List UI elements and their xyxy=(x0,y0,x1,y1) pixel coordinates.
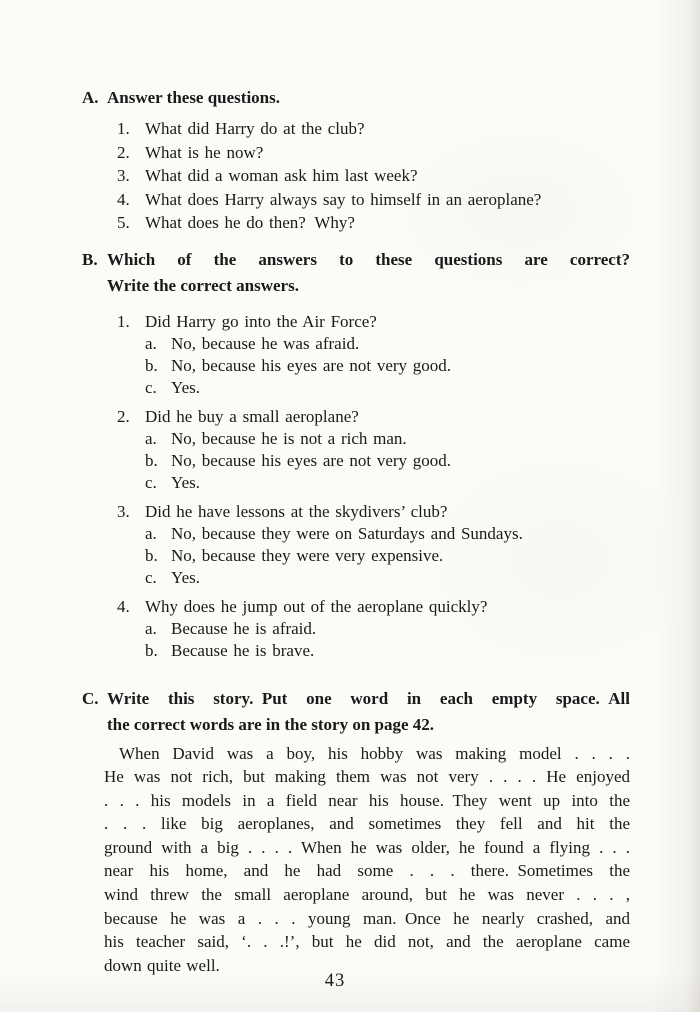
question-number: 1. xyxy=(117,311,130,331)
option-item xyxy=(145,355,630,377)
question-item xyxy=(117,211,630,235)
option-letter: c. xyxy=(145,377,157,397)
option-text: Yes. xyxy=(171,567,200,587)
story-line: down quite well. xyxy=(104,955,220,975)
question-number: 2. xyxy=(117,142,130,162)
story-paragraph xyxy=(104,742,630,978)
option-item xyxy=(145,472,630,494)
question-row xyxy=(117,406,630,428)
question-text: Did he buy a small aeroplane? xyxy=(145,406,359,426)
option-text: No, because his eyes are not very good. xyxy=(171,450,452,470)
option-letter: a. xyxy=(145,333,157,353)
option-item xyxy=(145,640,630,662)
question-number: 3. xyxy=(117,501,130,521)
story-line: because he was a . . . young man. Once he nearly crashed, and xyxy=(104,908,630,928)
section-c-heading xyxy=(82,686,630,738)
question-number: 4. xyxy=(117,189,130,209)
section-b xyxy=(82,247,630,662)
question-text: What does he do then? Why? xyxy=(145,213,355,232)
story-line: wind threw the small aeroplane around, but he was never . . . , xyxy=(104,885,630,905)
option-item xyxy=(145,523,630,545)
question-number: 3. xyxy=(117,166,130,185)
section-b-title xyxy=(107,247,630,299)
option-text: No, because his eyes are not very good. xyxy=(171,355,452,375)
question-list-a xyxy=(117,117,630,235)
option-text: No, because he is not a rich man. xyxy=(171,428,407,448)
question-item xyxy=(117,406,630,494)
option-letter: a. xyxy=(145,523,157,543)
question-text: Did he have lessons at the skydivers’ club? xyxy=(145,501,448,521)
section-c-label: C. xyxy=(82,688,99,708)
question-text: Did Harry go into the Air Force? xyxy=(145,311,377,331)
option-text: No, because they were very expensive. xyxy=(171,545,444,565)
option-letter: c. xyxy=(145,472,157,492)
story-line: He was not rich, but making them was not very . . . . He enjoyed xyxy=(104,767,630,787)
section-a xyxy=(82,85,630,235)
option-letter: b. xyxy=(145,450,158,470)
option-item xyxy=(145,377,630,399)
question-item xyxy=(117,164,630,188)
option-letter: b. xyxy=(145,355,158,375)
story-line: . . . his models in a field near his house. They went up into the xyxy=(104,790,630,810)
page-number: 43 xyxy=(324,971,346,991)
option-letter: a. xyxy=(145,428,157,448)
section-a-heading xyxy=(82,85,630,110)
option-letter: b. xyxy=(145,640,158,660)
option-text: No, because he was afraid. xyxy=(171,333,360,353)
option-text: Because he is afraid. xyxy=(171,618,317,638)
story-line: ground with a big . . . . When he was older, he found a flying . . . xyxy=(104,837,630,857)
option-item xyxy=(145,333,630,355)
story-line: . . . like big aeroplanes, and sometimes they fell and hit the xyxy=(104,814,630,834)
question-number: 1. xyxy=(117,119,130,138)
section-a-title: Answer these questions. xyxy=(107,88,281,107)
question-number: 4. xyxy=(117,596,130,616)
section-c-title-line2: the correct words are in the story on page 42. xyxy=(107,714,435,734)
option-text: Yes. xyxy=(171,377,200,397)
story-line: near his home, and he had some . . . there. Sometimes the xyxy=(104,861,630,881)
question-row xyxy=(117,596,630,618)
section-b-heading xyxy=(82,247,630,299)
question-item xyxy=(117,311,630,399)
option-item xyxy=(145,545,630,567)
story-line: When David was a boy, his hobby was making model . . . . xyxy=(119,743,630,763)
question-row xyxy=(117,501,630,523)
option-item xyxy=(145,567,630,589)
option-letter: c. xyxy=(145,567,157,587)
question-item xyxy=(117,501,630,589)
question-number: 5. xyxy=(117,213,130,232)
question-number: 2. xyxy=(117,406,130,426)
question-list-b xyxy=(117,311,630,662)
option-letter: b. xyxy=(145,545,158,565)
option-letter: a. xyxy=(145,618,157,638)
question-text: What did Harry do at the club? xyxy=(145,119,365,138)
option-item xyxy=(145,450,630,472)
option-item xyxy=(145,428,630,450)
section-c-title-line1: Write this story. Put one word in each empty space. All xyxy=(107,688,630,708)
option-item xyxy=(145,618,630,640)
question-text: Why does he jump out of the aeroplane quickly? xyxy=(145,596,488,616)
section-b-label: B. xyxy=(82,249,98,269)
question-text: What did a woman ask him last week? xyxy=(145,166,418,185)
section-a-label: A. xyxy=(82,88,99,107)
question-text: What is he now? xyxy=(145,142,264,162)
question-row xyxy=(117,311,630,333)
story-line: his teacher said, ‘. . .!’, but he did not, and the aeroplane came xyxy=(104,932,630,952)
question-item xyxy=(117,141,630,165)
section-b-title-line2: Write the correct answers. xyxy=(107,275,299,295)
option-text: No, because they were on Saturdays and Sundays. xyxy=(171,523,523,543)
section-c-title xyxy=(107,686,630,738)
question-item xyxy=(117,188,630,212)
question-item xyxy=(117,117,630,141)
question-item xyxy=(117,596,630,662)
option-text: Yes. xyxy=(171,472,200,492)
section-c xyxy=(82,686,630,978)
question-text: What does Harry always say to himself in an aeroplane? xyxy=(145,189,542,209)
option-text: Because he is brave. xyxy=(171,640,315,660)
section-b-title-line1: Which of the answers to these questions are correct? xyxy=(107,249,630,269)
